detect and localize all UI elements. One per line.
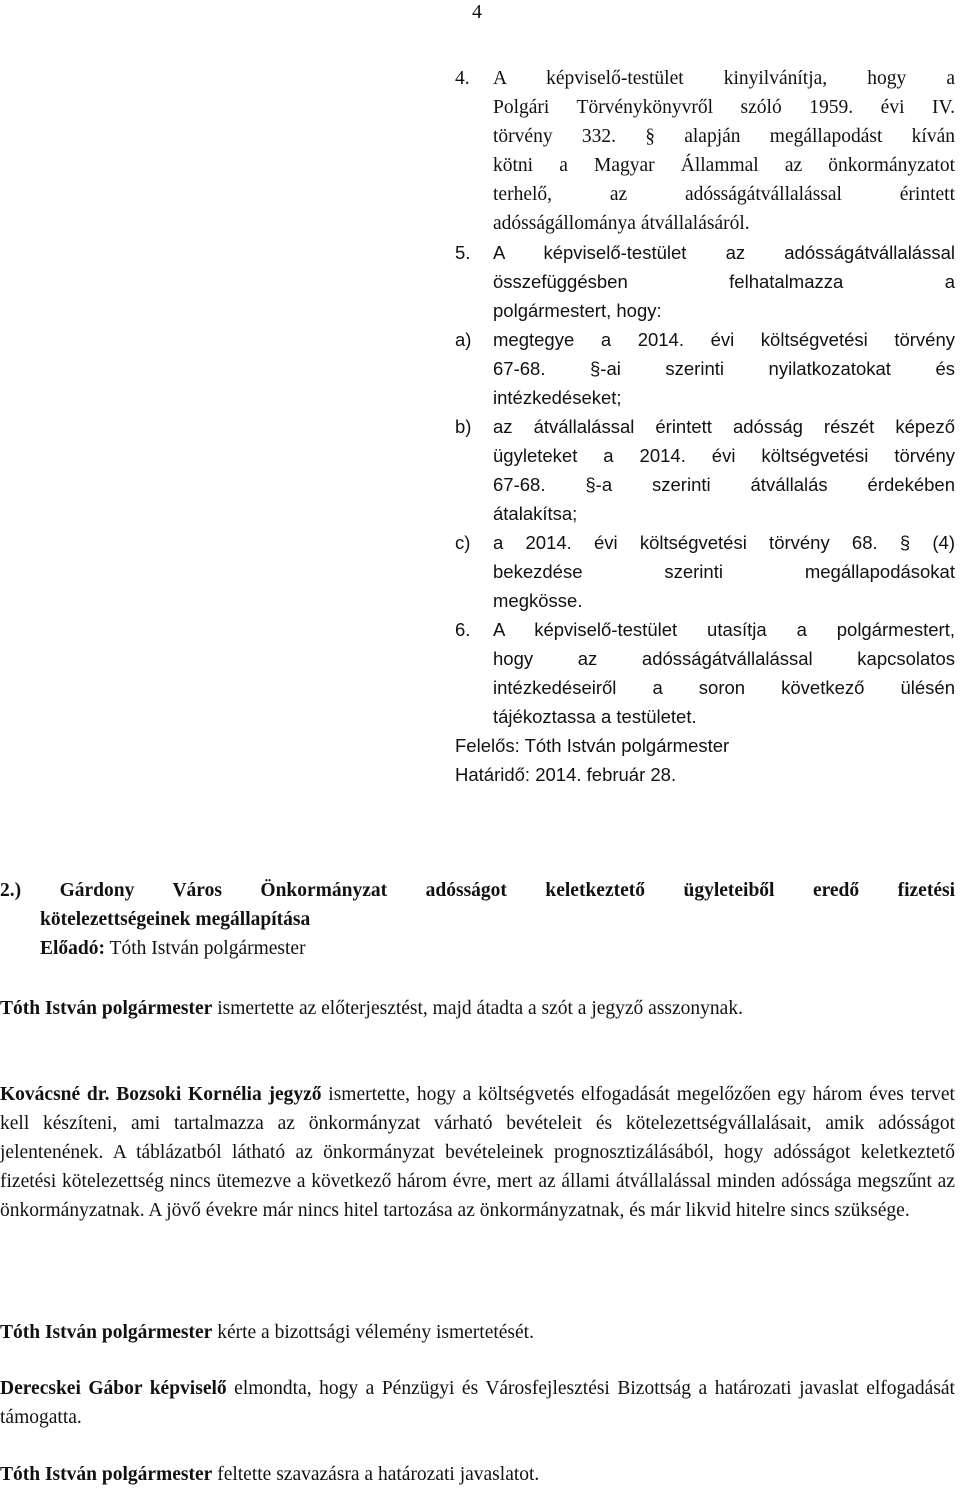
paragraph-vote xyxy=(0,1460,955,1489)
paragraph-text: elmondta, hogy a Pénzügyi és Városfejlesztési Bizottság a határozati javaslat elfogadását támogatta. xyxy=(0,1378,955,1428)
text-line: törvény 332. § alapján megállapodást kíván xyxy=(493,126,955,147)
text-line: polgármestert, hogy: xyxy=(493,300,662,321)
text-line: Polgári Törvénykönyvről szóló 1959. évi IV. xyxy=(493,97,955,118)
paragraph-text: feltette szavazásra a határozati javaslatot. xyxy=(212,1464,540,1485)
sub-item-a xyxy=(455,325,955,412)
text-line: a 2014. évi költségvetési törvény 68. § (4) xyxy=(493,532,955,553)
text-line: kötni a Magyar Állammal az önkormányzatot xyxy=(493,155,955,176)
text-line: adósságállománya átvállalásáról. xyxy=(493,213,750,234)
sub-item-label: a) xyxy=(455,329,472,350)
text-line: A képviselő-testület kinyilvánítja, hogy a xyxy=(493,68,955,89)
heading-line-1: 2.) Gárdony Város Önkormányzat adósságot keletkeztető ügyleteiből eredő fizetési xyxy=(0,880,955,901)
resolution-item-4 xyxy=(455,64,955,238)
paragraph-mayor-request xyxy=(0,1318,955,1347)
paragraph-mayor-intro xyxy=(0,994,955,1023)
presenter-line xyxy=(0,934,955,963)
heading-line-2: kötelezettségeinek megállapítása xyxy=(40,909,311,930)
item-number: 4. xyxy=(455,68,470,89)
paragraph-text: ismertette, hogy a költségvetés elfogadását megelőzően egy három éves tervet kell készíteni, ami tartalmazza az önkormányzat várható bevételeit és kötelezettségvállalásait, amik adósságot jelentenének. A táblázatból látható az önkormányzat bevételeinek prognosztizálásából, hogy adósságot keletkeztető fizetési kötelezettség nincs ütemezve a következő három évre, mert az állami átvállalással minden adóssága megszűnt az önkormányzatnak. A jövő évekre már nincs hitel tartozása az önkormányzatnak, és már likvid hitelre sincs szüksége. xyxy=(0,1084,955,1221)
text-line: terhelő, az adósságátvállalással érintett xyxy=(493,184,955,205)
speaker-name: Tóth István polgármester xyxy=(0,1322,213,1343)
text-line: A képviselő-testület az adósságátvállalással xyxy=(493,242,955,263)
text-line: megkösse. xyxy=(493,590,583,611)
speaker-name: Tóth István polgármester xyxy=(0,1464,213,1485)
sub-item-label: b) xyxy=(455,416,472,437)
paragraph-notary xyxy=(0,1080,955,1225)
presenter-label: Előadó: xyxy=(40,938,106,959)
paragraph-text: kérte a bizottsági vélemény ismertetését. xyxy=(212,1322,534,1343)
resolution-list xyxy=(455,64,955,789)
item-text xyxy=(493,615,955,731)
resolution-item-5 xyxy=(455,238,955,325)
resolution-item-6 xyxy=(455,615,955,731)
text-line: tájékoztassa a testületet. xyxy=(493,706,697,727)
sub-item-text xyxy=(493,528,955,615)
item-text xyxy=(493,64,955,238)
text-line: A képviselő-testület utasítja a polgármestert, xyxy=(493,619,955,640)
speaker-name: Derecskei Gábor képviselő xyxy=(0,1378,227,1399)
item-number: 5. xyxy=(455,242,471,263)
text-line: átalakítsa; xyxy=(493,503,578,524)
text-line: intézkedéseket; xyxy=(493,387,622,408)
responsibility-block xyxy=(455,731,955,789)
section-2-heading xyxy=(0,876,955,963)
paragraph-text: ismertette az előterjesztést, majd átadta a szót a jegyző asszonynak. xyxy=(212,998,743,1019)
text-line: összefüggésben felhatalmazza a xyxy=(493,271,955,292)
page-number: 4 xyxy=(472,1,482,23)
item-text xyxy=(493,238,955,325)
deadline-line: Határidő: 2014. február 28. xyxy=(455,764,677,785)
paragraph-committee xyxy=(0,1374,955,1432)
text-line: az átvállalással érintett adósság részét képező xyxy=(493,416,955,437)
sub-item-c xyxy=(455,528,955,615)
text-line: bekezdése szerinti megállapodásokat xyxy=(493,561,955,582)
presenter-name: Tóth István polgármester xyxy=(109,938,306,959)
item-number: 6. xyxy=(455,619,471,640)
text-line: megtegye a 2014. évi költségvetési törvény xyxy=(493,329,955,350)
speaker-name: Tóth István polgármester xyxy=(0,998,213,1019)
text-line: 67-68. §-ai szerinti nyilatkozatokat és xyxy=(493,358,955,379)
responsible-line: Felelős: Tóth István polgármester xyxy=(455,735,730,756)
sub-item-b xyxy=(455,412,955,528)
sub-item-text xyxy=(493,412,955,528)
text-line: ügyleteket a 2014. évi költségvetési törvény xyxy=(493,445,955,466)
text-line: 67-68. §-a szerinti átvállalás érdekében xyxy=(493,474,955,495)
speaker-name: Kovácsné dr. Bozsoki Kornélia jegyző xyxy=(0,1084,322,1105)
text-line: hogy az adósságátvállalással kapcsolatos xyxy=(493,648,955,669)
sub-item-text xyxy=(493,325,955,412)
text-line: intézkedéseiről a soron következő ülésén xyxy=(493,677,955,698)
sub-item-label: c) xyxy=(455,532,471,553)
